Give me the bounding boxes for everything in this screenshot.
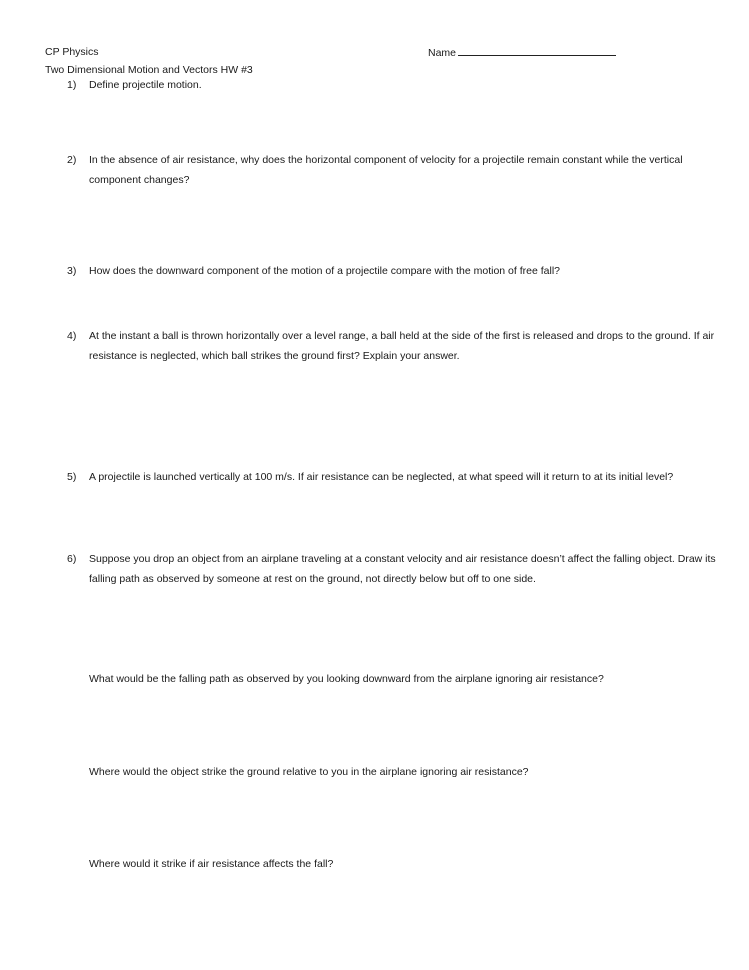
question-4	[67, 326, 717, 366]
question-number: 1)	[67, 79, 77, 91]
question-text: At the instant a ball is thrown horizontally over a level range, a ball held at the side of the first is released and drops to the ground. If air resistance is neglected, which ball strikes the ground first? Explain your answer.	[89, 330, 715, 362]
question-text: Define projectile motion.	[89, 79, 202, 91]
question-number: 5)	[67, 471, 77, 483]
assignment-title: Two Dimensional Motion and Vectors HW #3	[45, 64, 253, 76]
question-2	[67, 150, 717, 190]
question-1	[67, 75, 717, 95]
question-3	[67, 261, 717, 281]
question-5	[67, 467, 717, 487]
sub-question-air-resistance: Where would it strike if air resistance affects the fall?	[89, 858, 334, 870]
question-6	[67, 549, 717, 589]
question-text: In the absence of air resistance, why does the horizontal component of velocity for a projectile remain constant while the vertical component changes?	[89, 154, 683, 186]
question-text: Suppose you drop an object from an airplane traveling at a constant velocity and air resistance doesn’t affect the falling object. Draw its falling path as observed by someone at rest on the ground, not directly below but off to one side.	[89, 553, 716, 585]
name-label: Name	[428, 47, 457, 59]
sub-question-strike-point: Where would the object strike the ground relative to you in the airplane ignoring air resistance?	[89, 766, 529, 778]
worksheet-header	[45, 43, 253, 79]
name-field	[428, 45, 616, 61]
question-number: 3)	[67, 265, 77, 277]
name-blank-line[interactable]	[458, 45, 616, 56]
question-number: 2)	[67, 154, 77, 166]
question-text: A projectile is launched vertically at 100 m/s. If air resistance can be neglected, at what speed will it return to at its initial level?	[89, 471, 674, 483]
question-number: 4)	[67, 330, 77, 342]
sub-question-airplane-view: What would be the falling path as observed by you looking downward from the airplane ignoring air resistance?	[89, 673, 604, 685]
question-text: How does the downward component of the motion of a projectile compare with the motion of free fall?	[89, 265, 561, 277]
course-title: CP Physics	[45, 46, 99, 58]
question-number: 6)	[67, 553, 77, 565]
